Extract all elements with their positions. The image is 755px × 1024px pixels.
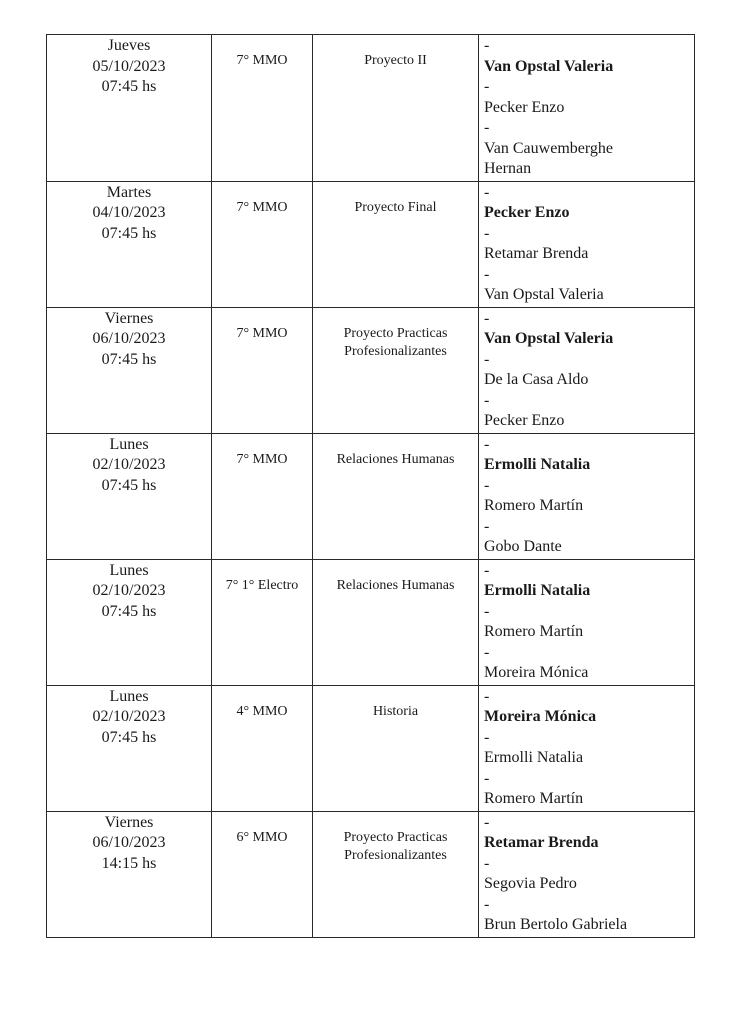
board-president: - Van Opstal Valeria <box>484 37 614 75</box>
board-member-continued: Hernan <box>484 160 532 177</box>
course-cell: 4° MMO <box>212 685 313 811</box>
subject-cell <box>313 433 479 559</box>
subject-cell <box>313 685 479 811</box>
subject-line: Profesionalizantes <box>344 343 447 359</box>
board-member: - De la Casa Aldo <box>484 350 589 388</box>
date-label: 02/10/2023 <box>92 456 166 473</box>
board-president: - Moreira Mónica <box>484 687 597 725</box>
day-label: Lunes <box>109 435 149 453</box>
time-label: 07:45 hs <box>101 350 157 368</box>
board-member: - Pecker Enzo <box>484 391 565 429</box>
day-label: Lunes <box>109 687 149 705</box>
date-label: 04/10/2023 <box>92 204 166 221</box>
time-label: 07:45 hs <box>101 224 157 242</box>
subject-cell <box>313 559 479 685</box>
day-label: Viernes <box>104 309 154 327</box>
board-member: - Romero Martín <box>484 476 584 514</box>
date-label: 06/10/2023 <box>92 330 166 347</box>
table-row <box>47 181 695 307</box>
table-row <box>47 811 695 937</box>
board-member: - Segovia Pedro <box>484 854 577 892</box>
board-member: - Retamar Brenda <box>484 224 589 262</box>
date-cell <box>47 35 212 182</box>
course-cell: 7° MMO <box>212 35 313 182</box>
board-president: - Retamar Brenda <box>484 813 599 851</box>
board-president: - Van Opstal Valeria <box>484 309 614 347</box>
board-cell <box>479 181 695 307</box>
date-cell <box>47 181 212 307</box>
course-cell: 7° MMO <box>212 433 313 559</box>
time-label: 07:45 hs <box>101 602 157 620</box>
date-label: 02/10/2023 <box>92 582 166 599</box>
day-label: Lunes <box>109 561 149 579</box>
board-member: - Moreira Mónica <box>484 643 589 681</box>
board-president: - Pecker Enzo <box>484 183 570 221</box>
board-cell <box>479 559 695 685</box>
board-member: - Van Opstal Valeria <box>484 265 604 303</box>
subject-line: Proyecto II <box>364 53 427 68</box>
table-row <box>47 559 695 685</box>
board-president: - Ermolli Natalia <box>484 435 591 473</box>
board-member: - Ermolli Natalia <box>484 728 584 766</box>
subject-line: Historia <box>372 703 419 719</box>
board-member: - Pecker Enzo <box>484 78 565 116</box>
date-label: 06/10/2023 <box>92 834 166 851</box>
table-row <box>47 685 695 811</box>
date-cell <box>47 433 212 559</box>
subject-line: Proyecto Final <box>354 199 437 215</box>
board-member: - Gobo Dante <box>484 517 562 555</box>
subject-line: Relaciones Humanas <box>336 451 455 467</box>
subject-cell <box>313 307 479 433</box>
date-label: 02/10/2023 <box>92 708 166 725</box>
board-cell <box>479 685 695 811</box>
subject-cell <box>313 181 479 307</box>
day-label: Viernes <box>104 813 154 831</box>
date-cell <box>47 685 212 811</box>
exam-schedule-table <box>46 34 695 938</box>
subject-line: Proyecto Practicas <box>343 829 448 845</box>
date-cell <box>47 559 212 685</box>
subject-cell <box>313 811 479 937</box>
board-cell <box>479 811 695 937</box>
board-cell <box>479 307 695 433</box>
table-row <box>47 433 695 559</box>
board-president: - Ermolli Natalia <box>484 561 591 599</box>
subject-cell <box>313 35 479 182</box>
day-label: Martes <box>106 183 152 201</box>
subject-line: Profesionalizantes <box>344 847 447 863</box>
table-row <box>47 307 695 433</box>
time-label: 14:15 hs <box>101 854 157 872</box>
board-cell <box>479 433 695 559</box>
subject-line: Relaciones Humanas <box>336 577 455 593</box>
course-cell: 7° MMO <box>212 181 313 307</box>
date-cell <box>47 307 212 433</box>
board-member: - Brun Bertolo Gabriela <box>484 895 628 933</box>
time-label: 07:45 hs <box>101 476 157 494</box>
day-label: Jueves <box>107 37 151 54</box>
subject-line: Proyecto Practicas <box>343 325 448 341</box>
board-member: - Romero Martín <box>484 769 584 807</box>
board-cell <box>479 35 695 182</box>
board-member: - Van Cauwemberghe <box>484 119 613 157</box>
course-cell: 7° MMO <box>212 307 313 433</box>
date-cell <box>47 811 212 937</box>
course-cell: 7° 1° Electro <box>212 559 313 685</box>
table-row <box>47 35 695 182</box>
time-label: 07:45 hs <box>101 78 157 95</box>
date-label: 05/10/2023 <box>92 57 166 75</box>
board-member: - Romero Martín <box>484 602 584 640</box>
course-cell: 6° MMO <box>212 811 313 937</box>
time-label: 07:45 hs <box>101 728 157 746</box>
